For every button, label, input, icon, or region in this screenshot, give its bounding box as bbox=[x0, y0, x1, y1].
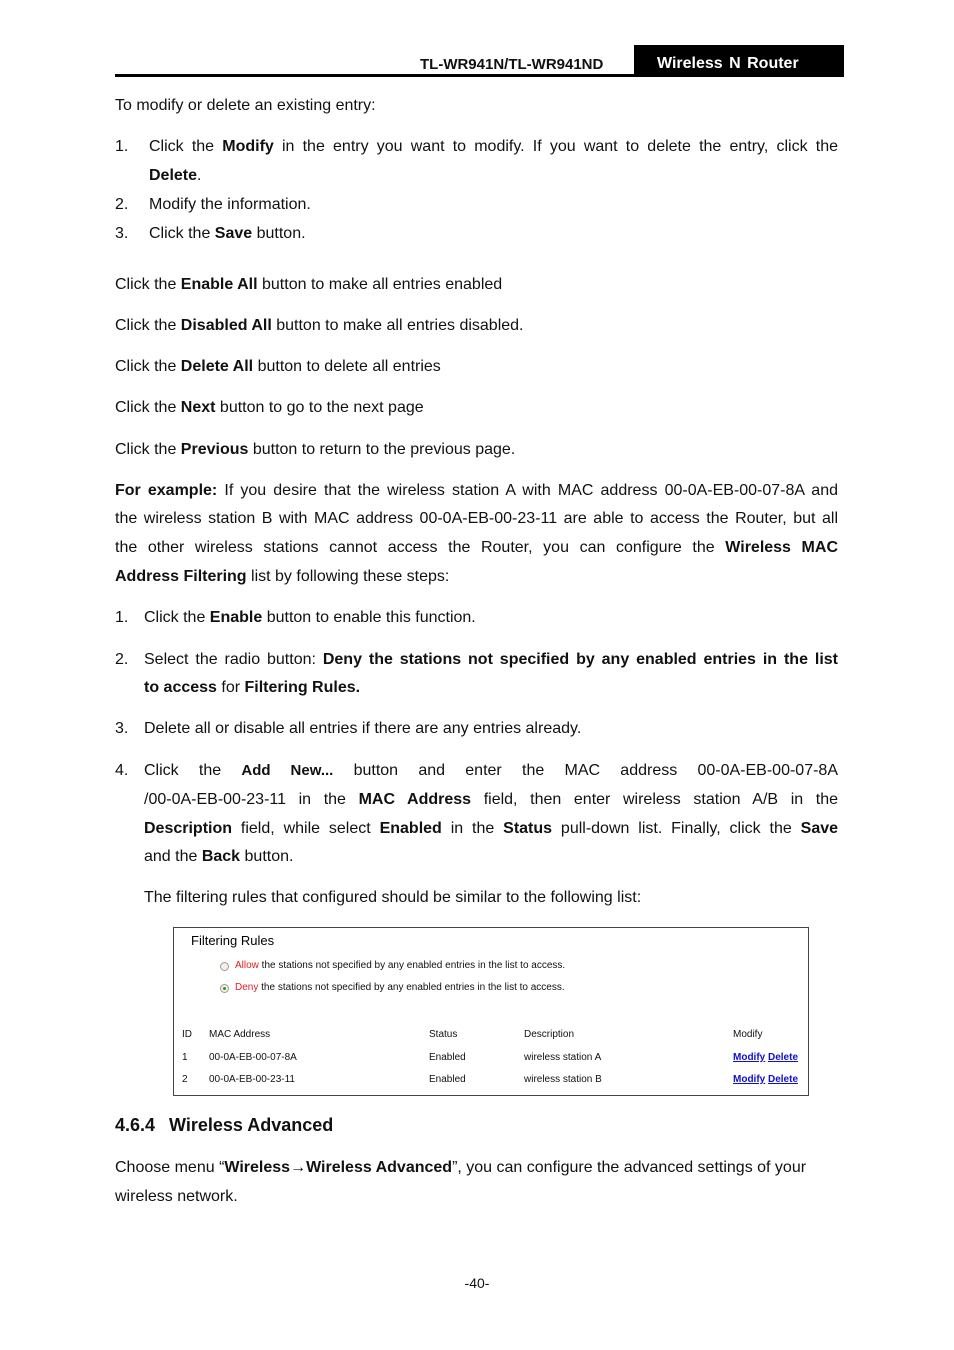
example-line-2: the wireless station B with MAC address 00-0A-EB-00-23-11 are able to access the Router, but all bbox=[115, 510, 838, 527]
step-3: Delete all or disable all entries if there are any entries already. bbox=[144, 720, 582, 737]
row-id: 2 bbox=[182, 1074, 188, 1085]
step-number: 2. bbox=[115, 651, 129, 668]
previous-text: Click the Previous button to return to the previous page. bbox=[115, 441, 516, 458]
row-actions bbox=[733, 1074, 798, 1085]
row-description: wireless station B bbox=[524, 1074, 602, 1085]
row-actions bbox=[733, 1052, 798, 1063]
delete-all-text: Click the Delete All button to delete all entries bbox=[115, 358, 441, 375]
example-line-1: For example: If you desire that the wireless station A with MAC address 00-0A-EB-00-07-8A and bbox=[115, 482, 839, 499]
modify-step-1-line2: Delete. bbox=[149, 167, 202, 184]
enable-all-text: Click the Enable All button to make all entries enabled bbox=[115, 276, 503, 293]
modify-link[interactable]: Modify bbox=[733, 1074, 766, 1085]
column-header-mac: MAC Address bbox=[209, 1029, 271, 1040]
example-line-3: the other wireless stations cannot access the Router, you can configure the Wireless MAC bbox=[115, 539, 838, 556]
column-header-id: ID bbox=[182, 1029, 192, 1040]
step-2-line1: Select the radio button: Deny the stations not specified by any enabled entries in the list bbox=[144, 651, 839, 668]
product-banner: Wireless N Router bbox=[634, 45, 844, 77]
example-line-4: Address Filtering list by following these steps: bbox=[115, 568, 450, 585]
modify-step-number: 3. bbox=[115, 225, 129, 242]
modify-step-3: Click the Save button. bbox=[149, 225, 306, 242]
section-heading: 4.6.4 Wireless Advanced bbox=[115, 1115, 334, 1135]
modify-link[interactable]: Modify bbox=[733, 1052, 766, 1063]
column-header-status: Status bbox=[429, 1029, 458, 1040]
row-mac: 00-0A-EB-00-23-11 bbox=[209, 1074, 295, 1085]
disabled-all-text: Click the Disabled All button to make all entries disabled. bbox=[115, 317, 524, 334]
step-4-line2: /00-0A-EB-00-23-11 in the MAC Address field, then enter wireless station A/B in the bbox=[144, 791, 839, 808]
step-4-line3: Description field, while select Enabled in the Status pull-down list. Finally, click the Save bbox=[144, 820, 839, 837]
intro-text: To modify or delete an existing entry: bbox=[115, 97, 376, 114]
filtering-rules-figure bbox=[173, 927, 809, 1096]
allow-radio[interactable] bbox=[220, 962, 229, 971]
modify-step-2: Modify the information. bbox=[149, 196, 311, 213]
column-header-modify: Modify bbox=[733, 1029, 763, 1040]
step-1: Click the Enable button to enable this function. bbox=[144, 609, 476, 626]
row-status: Enabled bbox=[429, 1052, 466, 1063]
choose-menu-line-1: Choose menu “Wireless→Wireless Advanced”, you can configure the advanced settings of your bbox=[115, 1159, 807, 1176]
row-id: 1 bbox=[182, 1052, 188, 1063]
row-status: Enabled bbox=[429, 1074, 466, 1085]
step-4-line1: Click the Add New... button and enter the MAC address 00-0A-EB-00-07-8A bbox=[144, 762, 838, 779]
step-2-line2: to access for Filtering Rules. bbox=[144, 679, 361, 696]
deny-option-label: Deny the stations not specified by any enabled entries in the list to access. bbox=[235, 982, 565, 993]
delete-link[interactable]: Delete bbox=[768, 1052, 799, 1063]
step-number: 4. bbox=[115, 762, 129, 779]
next-text: Click the Next button to go to the next page bbox=[115, 399, 424, 416]
allow-option-label: Allow the stations not specified by any enabled entries in the list to access. bbox=[235, 960, 566, 971]
arrow-icon: → bbox=[290, 1159, 307, 1176]
modify-step-1-line1: Click the Modify in the entry you want to modify. If you want to delete the entry, click the bbox=[149, 138, 839, 155]
deny-radio[interactable] bbox=[220, 984, 229, 993]
choose-menu-line-2: wireless network. bbox=[115, 1188, 238, 1205]
column-header-description: Description bbox=[524, 1029, 575, 1040]
document-model: TL-WR941N/TL-WR941ND bbox=[420, 56, 604, 73]
page-number: -40- bbox=[464, 1275, 490, 1291]
step-4-line4: and the Back button. bbox=[144, 848, 294, 865]
step-number: 3. bbox=[115, 720, 129, 737]
modify-step-number: 2. bbox=[115, 196, 129, 213]
modify-step-number: 1. bbox=[115, 138, 129, 155]
row-mac: 00-0A-EB-00-07-8A bbox=[209, 1052, 297, 1063]
header-rule bbox=[115, 74, 844, 77]
step-number: 1. bbox=[115, 609, 129, 626]
figure-title: Filtering Rules bbox=[191, 933, 275, 948]
figure-intro: The filtering rules that configured should be similar to the following list: bbox=[144, 889, 642, 906]
row-description: wireless station A bbox=[524, 1052, 602, 1063]
delete-link[interactable]: Delete bbox=[768, 1074, 799, 1085]
